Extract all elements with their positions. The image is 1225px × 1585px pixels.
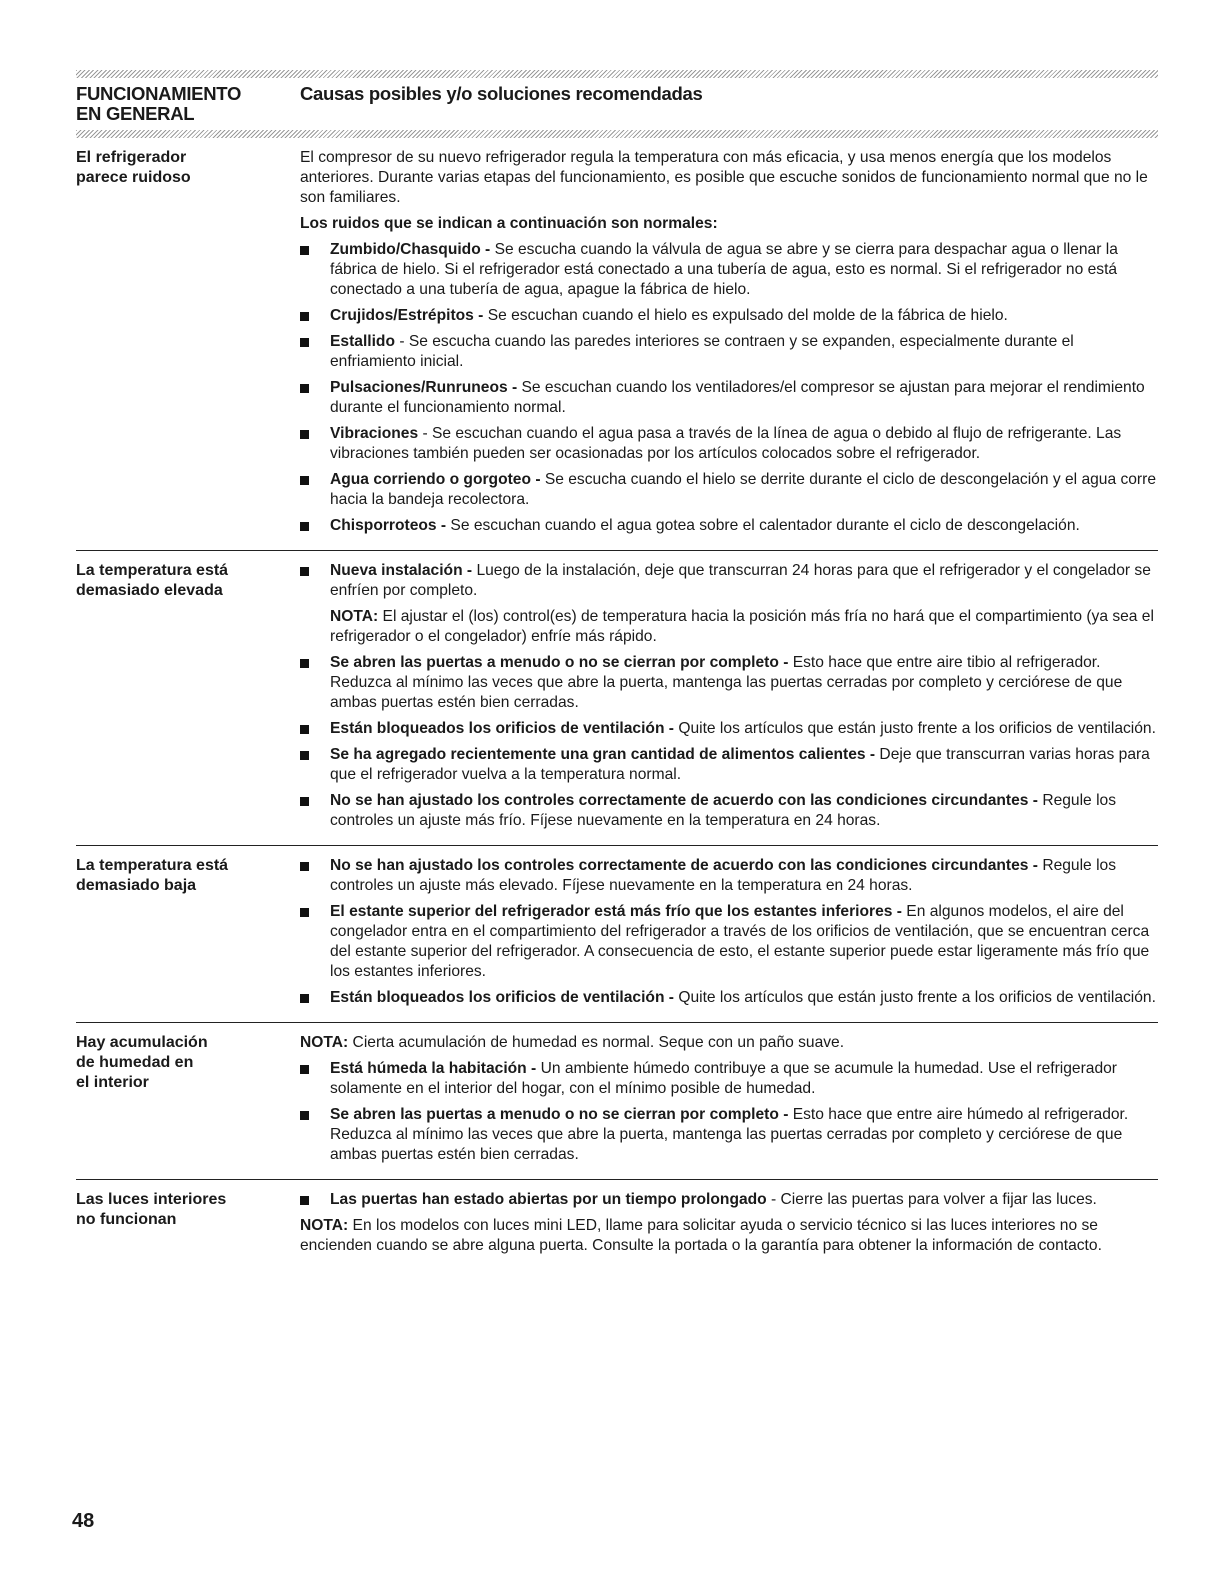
item-text: Quite los artículos que están justo frente a los orificios de ventilación. — [674, 720, 1156, 737]
symptom-line: Las luces interiores — [76, 1191, 227, 1208]
list-item — [300, 332, 1158, 372]
item-title: Se abren las puertas a menudo o no se cierran por completo - — [330, 1106, 789, 1123]
page-number: 48 — [72, 1510, 95, 1532]
list-item — [300, 378, 1158, 418]
header-bottom-rule — [76, 130, 1158, 138]
list-item — [300, 470, 1158, 510]
item-text: Luego de la instalación, deje que transcurran 24 horas para que el refrigerador y el congelador se enfríen por completo. — [330, 562, 1151, 599]
section-noise — [76, 138, 1158, 550]
list-item — [300, 516, 1158, 536]
item-title: Están bloqueados los orificios de ventilación - — [330, 989, 674, 1006]
section-temp-low — [76, 845, 1158, 1022]
list-item — [300, 1059, 1158, 1099]
symptom-line: La temperatura está — [76, 562, 229, 579]
item-text: - Se escucha cuando las paredes interiores se contraen y se expanden, especialmente durante el enfriamiento inicial. — [330, 333, 1074, 370]
item-text: En algunos modelos, el aire del congelador entra en el compartimiento del refrigerador a través de los orificios de ventilación, que se encuentran cerca del estante superior del refrigerador. A consecuencia de esto, el estante superior puede estar ligeramente más frío que los estantes inferiores. — [330, 903, 1150, 980]
noise-list — [300, 240, 1158, 536]
temp-high-list-a — [300, 561, 1158, 601]
item-text: Un ambiente húmedo contribuye a que se acumule la humedad. Use el refrigerador solamente en el interior del hogar, con el mínimo posible de humedad. — [330, 1060, 1118, 1097]
symptom-line: Hay acumulación — [76, 1034, 208, 1051]
item-title: Está húmeda la habitación - — [330, 1060, 537, 1077]
list-item — [300, 1190, 1158, 1210]
note-label: NOTA: — [330, 608, 379, 625]
item-title: No se han ajustado los controles correctamente de acuerdo con las condiciones circundantes - — [330, 857, 1038, 874]
item-text: Se escucha cuando el hielo se derrite durante el ciclo de descongelación y el agua corre hacia la bandeja recolectora. — [330, 471, 1156, 508]
table-header — [76, 78, 1158, 130]
item-title: Agua corriendo o gorgoteo - — [330, 471, 541, 488]
moisture-list — [300, 1059, 1158, 1165]
item-text: - Se escuchan cuando el agua pasa a través de la línea de agua o debido al flujo de refrigerante. Las vibraciones también pueden ser ocasionadas por los artículos colocados sobre el refrigerador. — [330, 425, 1122, 462]
symptom-label — [76, 148, 300, 542]
item-title: Nueva instalación - — [330, 562, 473, 579]
note-text: El ajustar el (los) control(es) de temperatura hacia la posición más fría no hará que el compartimiento (ya sea el refrigerador o el congelador) enfríe más rápido. — [330, 608, 1154, 645]
symptom-label — [76, 1033, 300, 1171]
symptom-line: demasiado elevada — [76, 582, 223, 599]
item-title: No se han ajustado los controles correctamente de acuerdo con las condiciones circundantes - — [330, 792, 1038, 809]
symptom-line: El refrigerador — [76, 149, 187, 166]
list-item — [300, 902, 1158, 982]
symptom-line: el interior — [76, 1074, 149, 1091]
list-item — [300, 856, 1158, 896]
note-label: NOTA: — [300, 1034, 349, 1051]
item-text: Se escuchan cuando el hielo es expulsado del molde de la fábrica de hielo. — [483, 307, 1008, 324]
solutions — [300, 1033, 1158, 1171]
list-item — [300, 561, 1158, 601]
header-left — [76, 84, 300, 124]
note-label: NOTA: — [300, 1217, 349, 1234]
solutions — [300, 148, 1158, 542]
header-left-line1: FUNCIONAMIENTO — [76, 83, 242, 104]
symptom-label — [76, 1190, 300, 1262]
section-lights — [76, 1179, 1158, 1270]
intro-paragraph: El compresor de su nuevo refrigerador regula la temperatura con más eficacia, y usa menos energía que los modelos anteriores. Durante varias etapas del funcionamiento, es posible que escuche sonidos de funcionamiento normal que no le son familiares. — [300, 149, 1148, 206]
item-text: Regule los controles un ajuste más frío. Fíjese nuevamente en la temperatura en 24 horas. — [330, 792, 1116, 829]
item-text: Se escuchan cuando los ventiladores/el compresor se ajustan para mejorar el rendimiento durante el funcionamiento normal. — [330, 379, 1145, 416]
solutions — [300, 561, 1158, 837]
solutions — [300, 856, 1158, 1014]
temp-high-list-b — [300, 653, 1158, 831]
troubleshooting-table — [76, 70, 1158, 1270]
symptom-label — [76, 561, 300, 837]
header-top-rule — [76, 70, 1158, 78]
list-item — [300, 988, 1158, 1008]
item-title: Vibraciones — [330, 425, 419, 442]
symptom-line: La temperatura está — [76, 857, 229, 874]
symptom-line: no funcionan — [76, 1211, 177, 1228]
list-item — [300, 240, 1158, 300]
item-title: Estallido — [330, 333, 395, 350]
note-text: En los modelos con luces mini LED, llame para solicitar ayuda o servicio técnico si las luces interiores no se encienden cuando se abre alguna puerta. Consulte la portada o la garantía para obtener la información de contacto. — [300, 1217, 1102, 1254]
list-item — [300, 719, 1158, 739]
list-item — [300, 745, 1158, 785]
item-title: Las puertas han estado abiertas por un tiempo prolongado — [330, 1191, 767, 1208]
list-item — [300, 424, 1158, 464]
symptom-label — [76, 856, 300, 1014]
symptom-line: demasiado baja — [76, 877, 197, 894]
item-title: Crujidos/Estrépitos - — [330, 307, 484, 324]
item-title: Pulsaciones/Runruneos - — [330, 379, 518, 396]
solutions — [300, 1190, 1158, 1262]
section-moisture — [76, 1022, 1158, 1179]
list-item — [300, 653, 1158, 713]
item-text: Esto hace que entre aire tibio al refrigerador. Reduzca al mínimo las veces que abre la puerta, mantenga las puertas cerradas por completo y cerciórese de que ambas puertas estén bien cerradas. — [330, 654, 1123, 711]
symptom-line: parece ruidoso — [76, 169, 191, 186]
list-item — [300, 1105, 1158, 1165]
item-title: Chisporroteos - — [330, 517, 447, 534]
subhead: Los ruidos que se indican a continuación son normales: — [300, 215, 718, 232]
item-title: Se abren las puertas a menudo o no se cierran por completo - — [330, 654, 789, 671]
list-item — [300, 306, 1158, 326]
symptom-line: de humedad en — [76, 1054, 194, 1071]
item-title: Se ha agregado recientemente una gran cantidad de alimentos calientes - — [330, 746, 876, 763]
item-text: Esto hace que entre aire húmedo al refrigerador. Reduzca al mínimo las veces que abre la puerta, mantenga las puertas cerradas por completo y cerciórese de que ambas puertas estén bien cerradas. — [330, 1106, 1129, 1163]
item-title: El estante superior del refrigerador está más frío que los estantes inferiores - — [330, 903, 902, 920]
note — [300, 1033, 1158, 1053]
item-text: Quite los artículos que están justo frente a los orificios de ventilación. — [674, 989, 1156, 1006]
item-text: - Cierre las puertas para volver a fijar las luces. — [766, 1191, 1097, 1208]
lights-list — [300, 1190, 1158, 1210]
section-temp-high — [76, 550, 1158, 845]
item-text: Se escucha cuando la válvula de agua se abre y se cierra para despachar agua o llenar la fábrica de hielo. Si el refrigerador está conectado a una tubería de agua, esto es normal. Si el refrigerador no está conectado a una tubería de agua, apague la fábrica de hielo. — [330, 241, 1118, 298]
header-right: Causas posibles y/o soluciones recomendadas — [300, 83, 703, 104]
item-text: Deje que transcurran varias horas para que el refrigerador vuelva a la temperatura normal. — [330, 746, 1150, 783]
note — [300, 607, 1158, 647]
list-item — [300, 791, 1158, 831]
header-left-line2: EN GENERAL — [76, 103, 195, 124]
item-title: Zumbido/Chasquido - — [330, 241, 491, 258]
note — [300, 1216, 1158, 1256]
item-text: Se escuchan cuando el agua gotea sobre el calentador durante el ciclo de descongelación. — [446, 517, 1080, 534]
note-text: Cierta acumulación de humedad es normal. Seque con un paño suave. — [348, 1034, 845, 1051]
item-title: Están bloqueados los orificios de ventilación - — [330, 720, 674, 737]
item-text: Regule los controles un ajuste más elevado. Fíjese nuevamente en la temperatura en 24 horas. — [330, 857, 1116, 894]
temp-low-list — [300, 856, 1158, 1008]
